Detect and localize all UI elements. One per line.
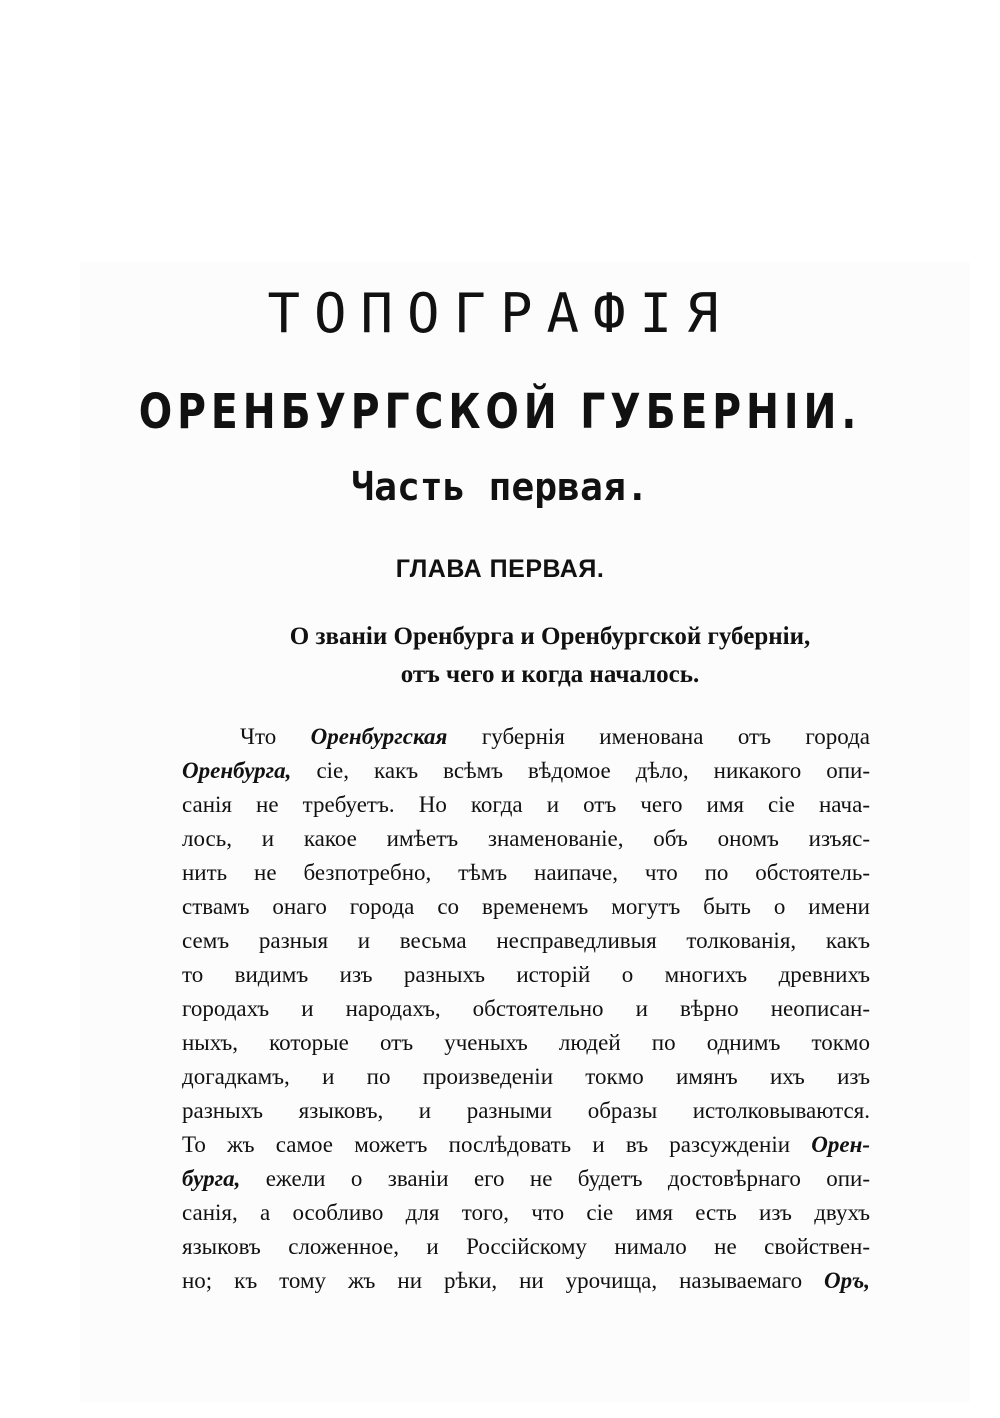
text-line: Оренбурга, сіе, какъ всѣмъ вѣдомое дѣло, никакого опи- bbox=[182, 758, 870, 783]
text-line: то видимъ изъ разныхъ исторій о многихъ древнихъ bbox=[182, 962, 870, 987]
text-line: санія, а особливо для того, что сіе имя есть изъ двухъ bbox=[182, 1200, 870, 1225]
text-line: но; къ тому жъ ни рѣки, ни урочища, называемаго Оръ, bbox=[182, 1268, 870, 1293]
text-line: семъ разныя и весьма несправедливыя толкованія, какъ bbox=[182, 928, 870, 953]
text-line: городахъ и народахъ, обстоятельно и вѣрно неописан- bbox=[182, 996, 870, 1021]
body-paragraph bbox=[182, 720, 870, 1298]
book-subtitle: ОРЕНБУРГСКОЙ ГУБЕРНІИ. bbox=[138, 384, 862, 440]
book-title: ТОПОГРАФІЯ bbox=[267, 282, 733, 345]
chapter-title: ГЛАВА ПЕРВАЯ. bbox=[395, 555, 605, 583]
text-line: ныхъ, которые отъ ученыхъ людей по однимъ токмо bbox=[182, 1030, 870, 1055]
text-line: лось, и какое имѣетъ знаменованіе, объ ономъ изъяс- bbox=[182, 826, 870, 851]
text-line: разныхъ языковъ, и разными образы истолковываются. bbox=[182, 1098, 870, 1123]
text-line: Что Оренбургская губернія именована отъ города bbox=[240, 724, 870, 749]
text-line: санія не требуетъ. Но когда и отъ чего имя сіе нача- bbox=[182, 792, 870, 817]
text-line: ствамъ онаго города со временемъ могутъ быть о имени bbox=[182, 894, 870, 919]
text-line: То жъ самое можетъ послѣдовать и въ разсужденіи Орен- bbox=[182, 1132, 870, 1157]
text-line: нить не безпотребно, тѣмъ наипаче, что по обстоятель- bbox=[182, 860, 870, 885]
text-line: догадкамъ, и по произведеніи токмо имянъ ихъ изъ bbox=[182, 1064, 870, 1089]
text-line: бурга, ежели о званіи его не будетъ достовѣрнаго опи- bbox=[182, 1166, 870, 1191]
part-title: Часть первая. bbox=[351, 465, 649, 509]
section-heading-line-1: О званіи Оренбурга и Оренбургской губерніи, bbox=[289, 623, 811, 650]
text-line: языковъ сложенное, и Россійскому нимало не свойствен- bbox=[182, 1234, 870, 1259]
section-heading bbox=[200, 618, 900, 694]
section-heading-line-2: отъ чего и когда началось. bbox=[400, 661, 700, 688]
